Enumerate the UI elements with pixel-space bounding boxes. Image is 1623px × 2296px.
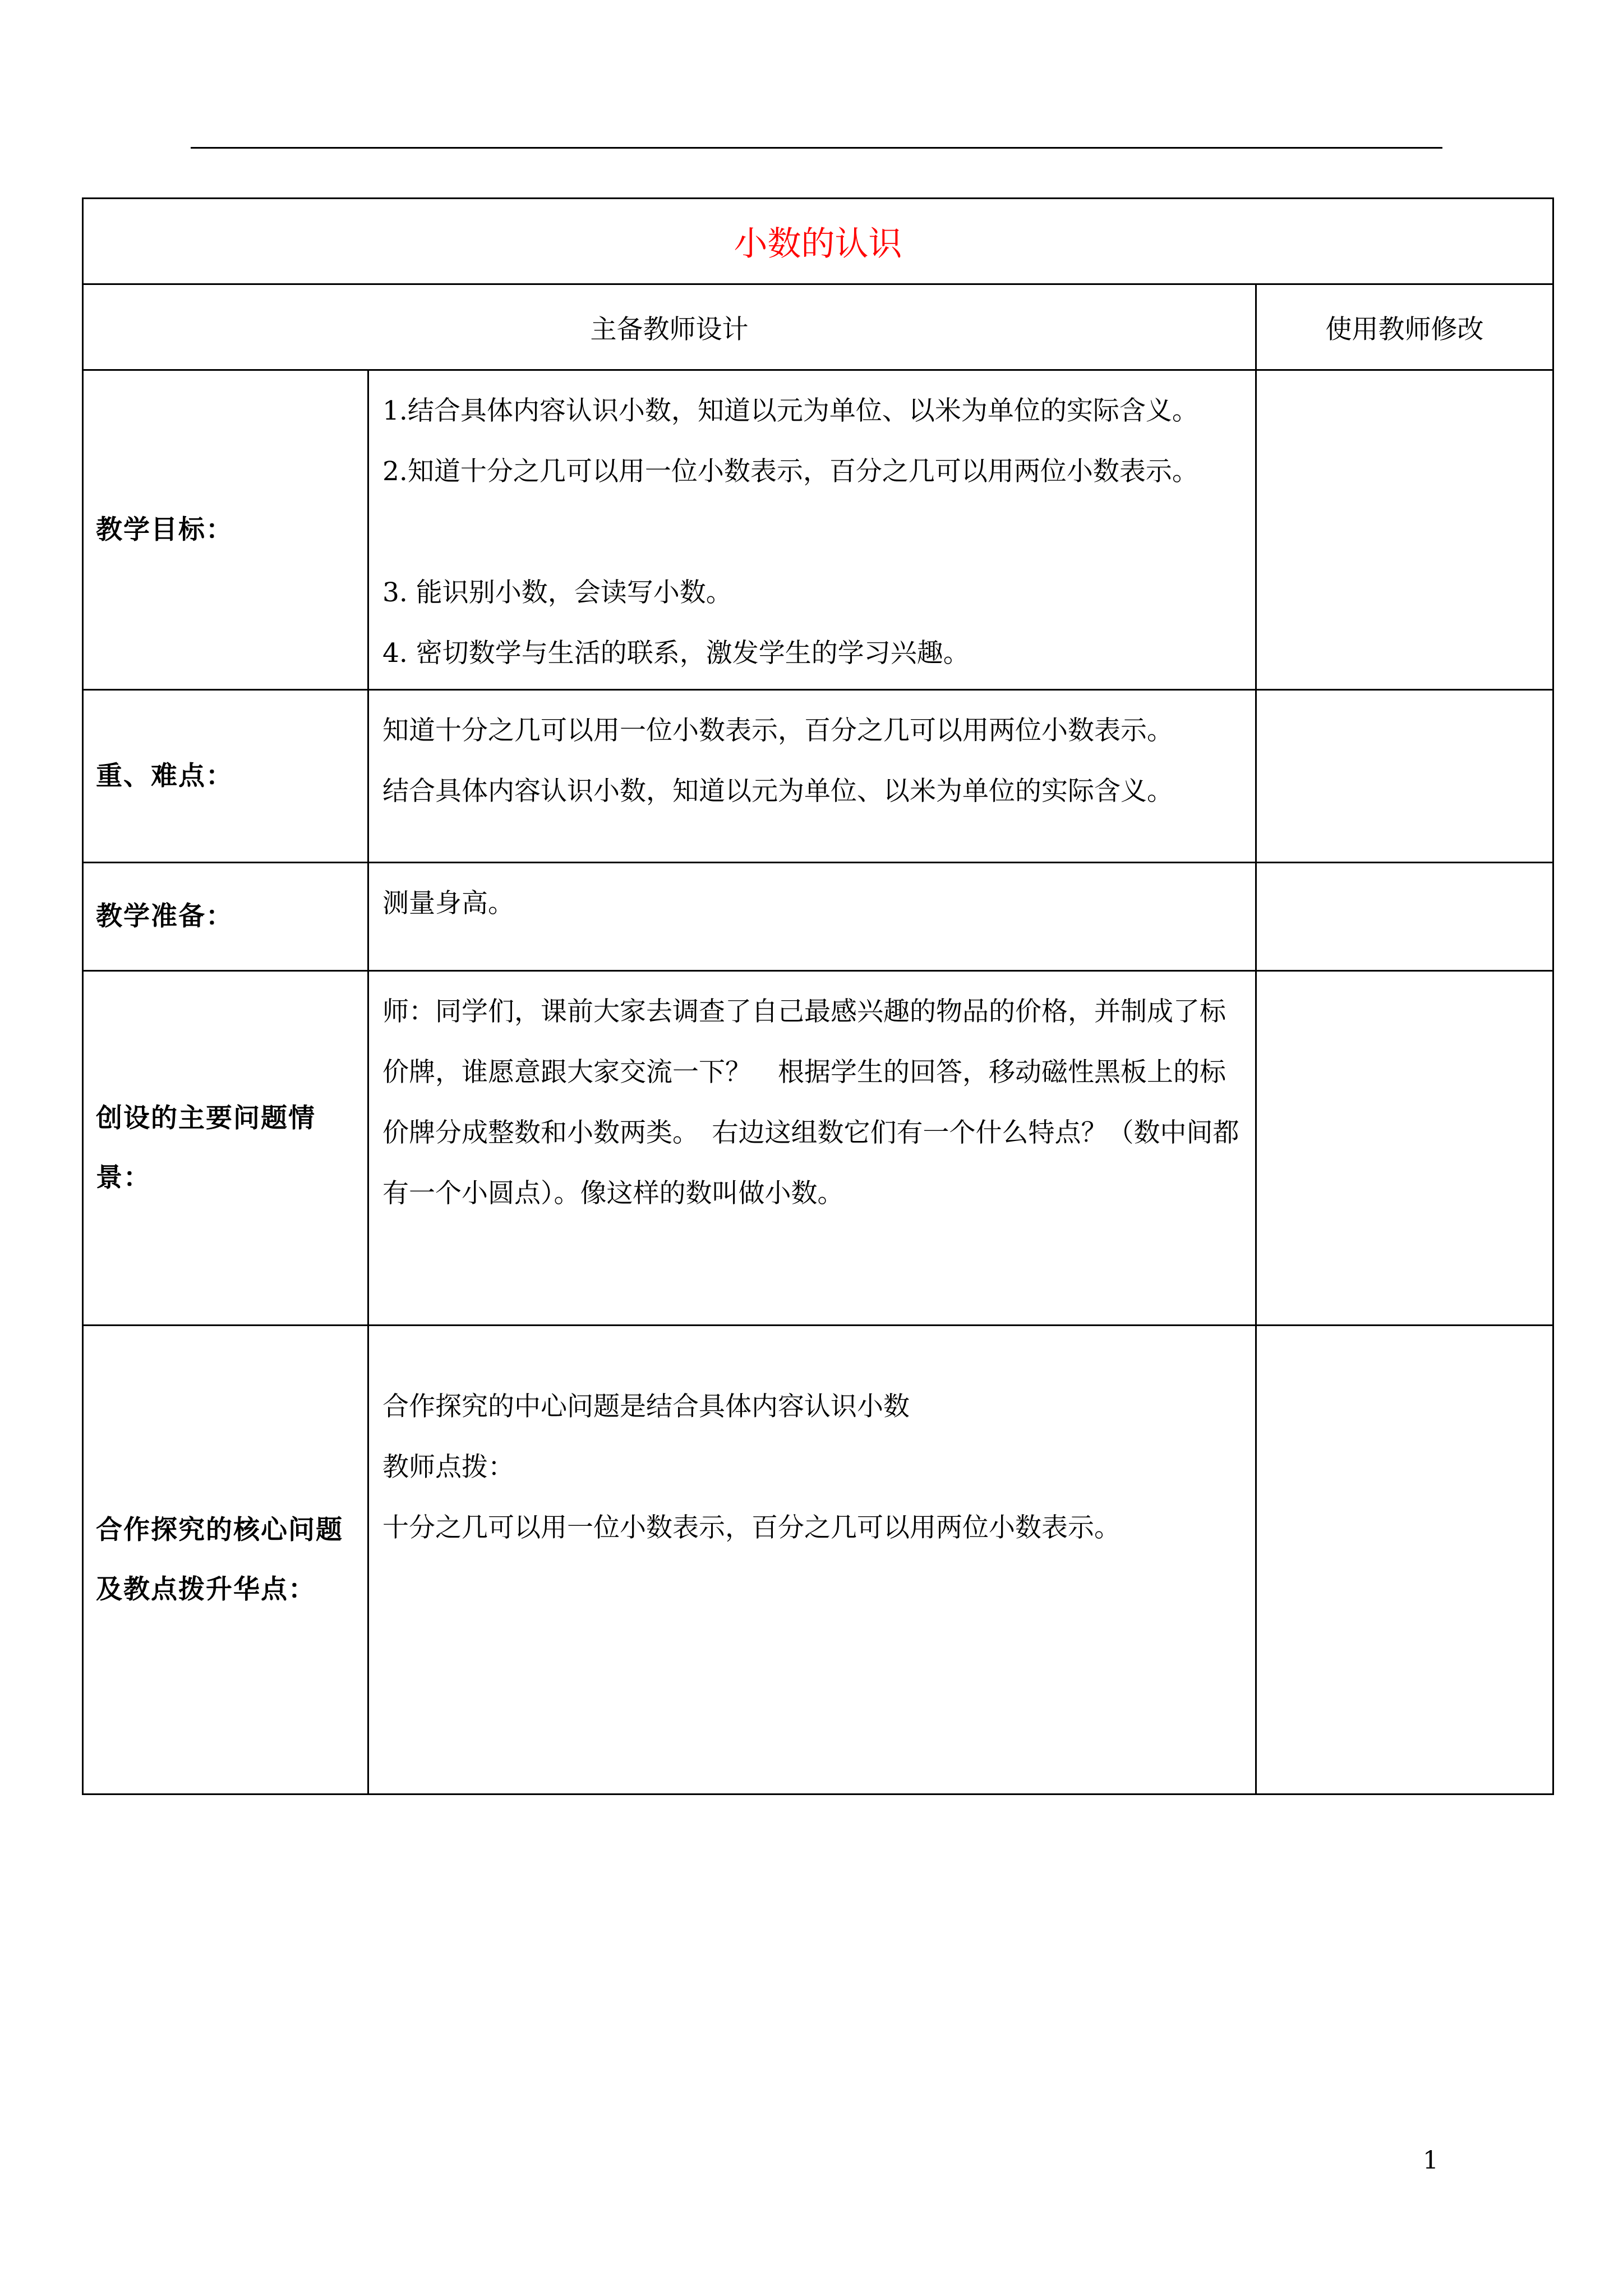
objectives-row [83, 370, 1553, 690]
objectives-label: 教学目标： [83, 370, 368, 690]
inquiry-modify-cell [1256, 1326, 1553, 1795]
key-points-content [368, 690, 1256, 863]
inquiry-line-3: 十分之几可以用一位小数表示，百分之几可以用两位小数表示。 [382, 1512, 1121, 1543]
page-title: 小数的认识 [83, 199, 1553, 284]
scenario-label: 创设的主要问题情景： [83, 971, 368, 1326]
objective-line-3: 3. 能识别小数，会读写小数。 [382, 577, 732, 608]
key-point-line-2: 结合具体内容认识小数，知道以元为单位、以米为单位的实际含义。 [382, 776, 1173, 807]
inquiry-row [83, 1326, 1553, 1795]
scenario-modify-cell [1256, 971, 1553, 1326]
scenario-content [368, 971, 1256, 1326]
objectives-content [368, 370, 1256, 690]
scenario-text: 师：同学们，课前大家去调查了自己最感兴趣的物品的价格，并制成了标价牌，谁愿意跟大家交流一下？ 根据学生的回答，移动磁性黑板上的标价牌分成整数和小数两类。 右边这组数它们有一个什么特点？（数中间都有一个小圆点）。像这样的数叫做小数。 [382, 996, 1239, 1209]
objective-line-4: 4. 密切数学与生活的联系，激发学生的学习兴趣。 [382, 638, 970, 669]
header-rule [191, 147, 1442, 149]
preparation-modify-cell [1256, 863, 1553, 971]
preparation-content [368, 863, 1256, 971]
column-header-row [83, 284, 1553, 370]
inquiry-line-1: 合作探究的中心问题是结合具体内容认识小数 [382, 1391, 910, 1422]
inquiry-label: 合作探究的核心问题及教点拨升华点： [83, 1326, 368, 1795]
inquiry-content [368, 1326, 1256, 1795]
key-points-row [83, 690, 1553, 863]
key-point-line-1: 知道十分之几可以用一位小数表示，百分之几可以用两位小数表示。 [382, 715, 1173, 746]
page-number: 1 [1423, 2146, 1438, 2175]
key-points-label: 重、难点： [83, 690, 368, 863]
objectives-modify-cell [1256, 370, 1553, 690]
inquiry-line-2: 教师点拨： [382, 1452, 514, 1483]
title-row [83, 199, 1553, 284]
modify-column-header: 使用教师修改 [1256, 284, 1553, 370]
scenario-row [83, 971, 1553, 1326]
preparation-label: 教学准备： [83, 863, 368, 971]
objective-line-2: 2.知道十分之几可以用一位小数表示，百分之几可以用两位小数表示。 [382, 456, 1198, 487]
objective-spacer [382, 502, 1242, 563]
preparation-text: 测量身高。 [382, 888, 514, 919]
preparation-row [83, 863, 1553, 971]
lesson-plan-table [82, 197, 1554, 1795]
design-column-header: 主备教师设计 [83, 284, 1256, 370]
key-points-modify-cell [1256, 690, 1553, 863]
objective-line-1: 1.结合具体内容认识小数，知道以元为单位、以米为单位的实际含义。 [382, 395, 1198, 426]
